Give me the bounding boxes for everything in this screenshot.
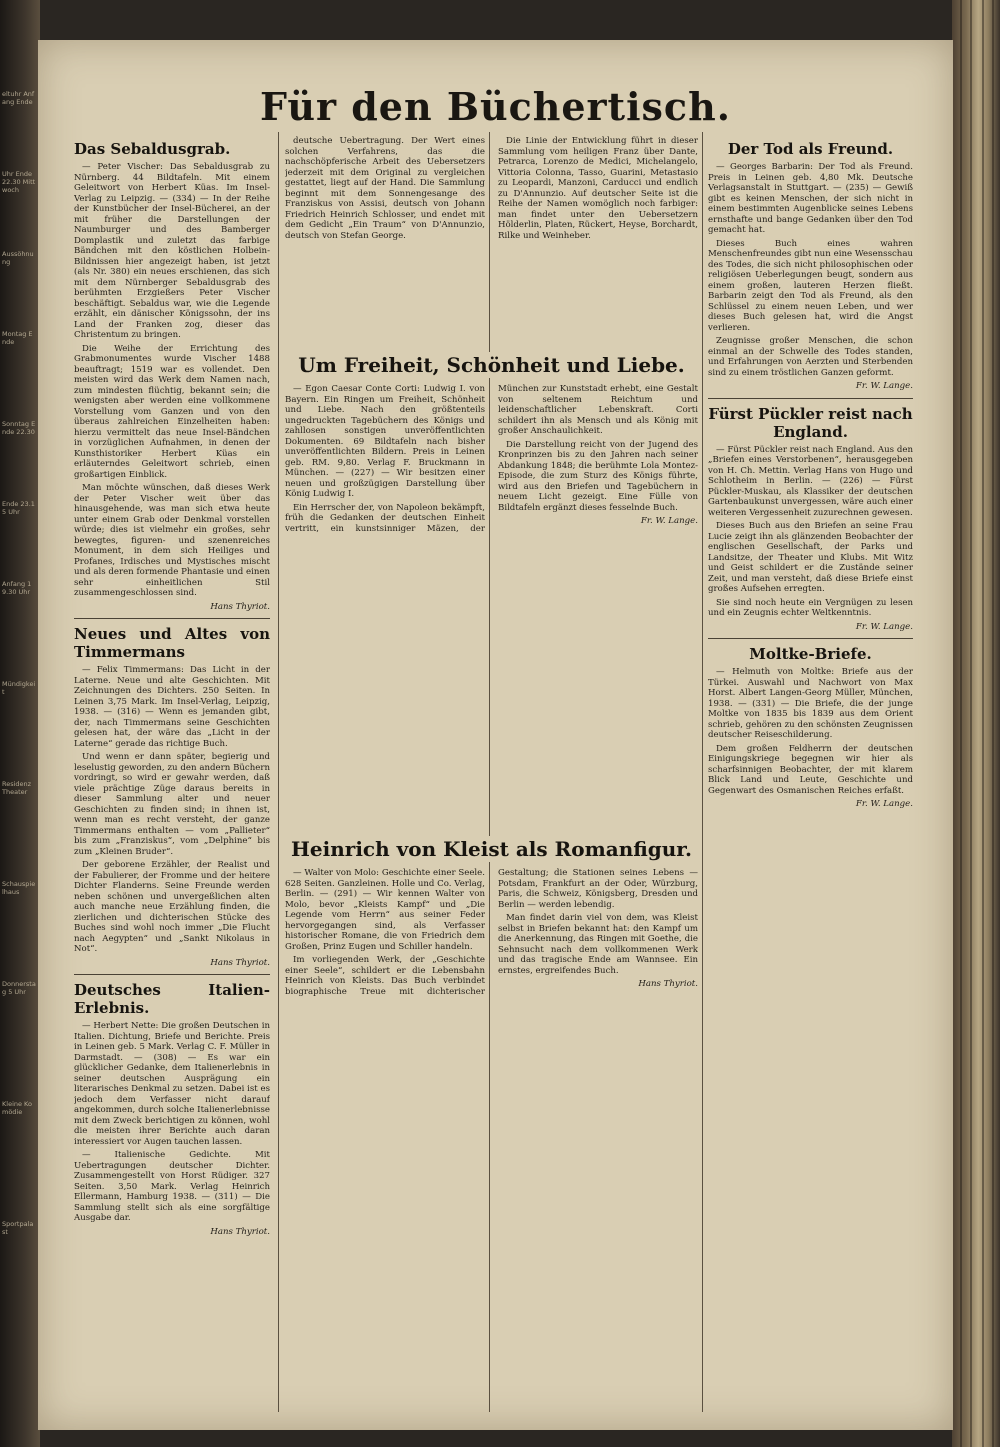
article-title-freiheit: Um Freiheit, Schönheit und Liebe. [285, 352, 698, 378]
column-rule [702, 132, 703, 1412]
article-paragraph: Und wenn er dann später, begierig und leselustig geworden, zu den andern Büchern vordringt, so wird er gewahr werden, daß viele prächtige Züge daraus bereits in dieser Sammlung alter und neuer Geschichten zu finden sind; in ihnen ist, wenn man es recht versteht, der ganze Timmermans enthalten — vom „Pallieter“ bis zum „Franziskus“, vom „Delphine“ bis zum „Kleinen Bruder“. [74, 752, 270, 857]
edge-fragment: Anfang 19.30 Uhr [2, 580, 32, 596]
article-byline: Fr. W. Lange. [855, 799, 913, 809]
edge-fragment: Schauspielhaus [2, 880, 36, 896]
article-paragraph: — Felix Timmermans: Das Licht in der Laterne. Neue und alte Geschichten. Mit Zeichnungen des Dichters. 250 Seiten. In Leinen 3,75 Mark. Im Insel-Verlag, Leipzig, 1938. — (316) — Wenn es jemanden gibt, der, nach Timmermans seine Geschichten gelesen hat, der wäre das „Licht in der Laterne“ gerade das richtige Buch. [74, 665, 270, 749]
adjacent-page-edge [0, 0, 40, 1447]
page-masthead: Für den Büchertisch. [260, 84, 731, 129]
article-byline: Fr. W. Lange. [855, 381, 913, 391]
edge-fragment: Residenz Theater [2, 780, 32, 796]
article-byline: Hans Thyriot. [210, 1226, 270, 1237]
article-byline: Hans Thyriot. [638, 979, 698, 989]
edge-fragment: Montag Ende [2, 330, 33, 346]
article-paragraph: Zeugnisse großer Menschen, die schon einmal an der Schwelle des Todes standen, und Erfahrungen von Aerzten und Sterbenden sind zu einem tröstlichen Ganzen geformt. [708, 336, 913, 378]
article-title-sebaldus: Das Sebaldusgrab. [74, 140, 231, 158]
edge-fragment: Ende 23.15 Uhr [2, 500, 35, 516]
article-paragraph: — Italienische Gedichte. Mit Uebertragungen deutscher Dichter. Zusammengestellt von Horst Rüdiger. 327 Seiten. 3,50 Mark. Verlag Heinrich Ellermann, Hamburg 1938. — (311) — Die Sammlung stellt sich als eine sorgfältige Ausgabe dar. [74, 1150, 270, 1223]
article-paragraph: Der geborene Erzähler, der Realist und der Fabulierer, der Fromme und der heitere Dichter Flanderns. Seine Freunde werden neben schönen und unvergeßlichen alten auch manche neue Erzählung finden, die zierlichen und dichterischen Stücke des Buches sind wohl noch immer „Die Flucht nach Aegypten“ und „Sankt Nikolaus in Not“. [74, 860, 270, 954]
column-1 [74, 136, 270, 1396]
article-title-pueckler: Fürst Pückler reist nach England. [708, 404, 913, 441]
article-paragraph: — Herbert Nette: Die großen Deutschen in Italien. Dichtung, Briefe und Berichte. Preis in Leinen geb. 5 Mark. Verlag C. F. Müller in Darmstadt. — (308) — Es war ein glücklicher Gedanke, dem Italienerlebnis in seiner deutschen Ausprägung ein literarisches Denkmal zu setzen. Dabei ist es jedoch dem Verfasser nicht darauf angekommen, durch solche Italienerlebnisse mit dem Zweck berichtigen zu können, wohl die meisten ihrer Berichte auch daran interessiert vor Augen tauchen lassen. [74, 1021, 270, 1147]
edge-fragment: Donnerstag 5 Uhr [2, 980, 36, 996]
column-4 [708, 136, 913, 1396]
article-paragraph: Man möchte wünschen, daß dieses Werk der Peter Vischer weit über das hinausgehende, was man sich etwa heute unter einem Grab oder Denkmal vorstellen würde; dies ist vielmehr ein großes, sehr bewegtes, figuren- und szenenreiches Monument, in dem sich Heiliges und Profanes, Irdisches und Mystisches mischt und als deren formende Phantasie und einen sehr einheitlichen Stil zusammengeschlossen sind. [74, 483, 270, 598]
article-paragraph: — Egon Caesar Conte Corti: Ludwig I. von Bayern. Ein Ringen um Freiheit, Schönheit und Liebe. Nach den größtenteils ungedruckten Tagebüchern des Königs und zahllosen sonstigen unveröffentlichten Dokumenten. 69 Bildtafeln nach bisher unveröffentlichten Bildern. Preis in Leinen geb. RM. 9,80. Verlag F. Bruckmann in München. — (227) — Wir besitzen einer neuen und großzügigen Darstellung über König Ludwig I. [285, 384, 485, 499]
kleist-body [285, 868, 698, 1408]
article-paragraph: — Fürst Pückler reist nach England. Aus den „Briefen eines Verstorbenen“, herausgegeben von H. Ch. Mettin. Verlag Hans von Hugo und Schlotheim in Berlin. — (226) — Fürst Pückler-Muskau, als Klassiker der deutschen Gartenbaukunst unvergessen, wäre auch einer weiteren Vergessenheit zuzurechnen gewesen. [708, 444, 913, 518]
article-paragraph: Im vorliegenden Werk, der „Geschichte einer Seele“, schildert er die Lebensbahn Heinrich von Kleists. Das Buch verbindet biographische Treue mit dichterischer Gestaltung; die Stationen seines Lebens — Potsdam, Frankfurt an der Oder, Würzburg, Paris, die Schweiz, Königsberg, Dresden und Berlin — werden lebendig. [285, 868, 698, 997]
newspaper-page [38, 40, 953, 1430]
article-paragraph: Ein Herrscher der, von Napoleon bekämpft, früh die Gedanken der deutschen Einheit vertritt, ein kunstsinniger Mäzen, der München zur Kunststadt erhebt, eine Gestalt von seltenem Reichtum und leidenschaftlicher Lebenskraft. Corti schildert ihn als Mensch und als König mit großer Anschaulichkeit. [285, 384, 698, 534]
article-title-kleist: Heinrich von Kleist als Romanfigur. [285, 836, 698, 862]
article-paragraph: Die Linie der Entwicklung führt in dieser Sammlung vom heiligen Franz über Dante, Petrarca, Lorenzo de Medici, Michelangelo, Vittoria Colonna, Tasso, Guarini, Metastasio zu Leopardi, Manzoni, Carducci und endlich zu D'Annunzio. Auf deutscher Seite ist die Reihe der Namen womöglich noch farbiger: man findet unter den Uebersetzern Hölderlin, Platen, Rückert, Heyse, Borchardt, Rilke und Weinheber. [498, 136, 698, 241]
article-paragraph: — Walter von Molo: Geschichte einer Seele. 628 Seiten. Ganzleinen. Holle und Co. Verlag, Berlin. — (291) — Wir kennen Walter von Molo, bevor „Kleists Kampf“ und „Die Legende vom Herrn“ aus seiner Feder hervorgegangen sind, als Verfasser historischer Romane, die von Friedrich dem Großen, Prinz Eugen und Schiller handeln. [285, 868, 485, 952]
article-byline: Hans Thyriot. [210, 601, 270, 612]
article-paragraph: Dieses Buch aus den Briefen an seine Frau Lucie zeigt ihn als glänzenden Beobachter der englischen Gesellschaft, der Parks und Landsitze, der Theater und Klubs. Mit Witz und Geist schildert er die Zustände seiner Zeit, und man versteht, daß diese Briefe einst großes Aufsehen erregten. [708, 521, 913, 594]
article-title-tod: Der Tod als Freund. [727, 140, 894, 158]
edge-fragment: Aussöhnung [2, 250, 34, 266]
article-paragraph: Sie sind noch heute ein Vergnügen zu lesen und ein Zeugnis echter Weltkenntnis. [708, 597, 913, 618]
book-binding-edge [952, 0, 1000, 1447]
article-divider [74, 974, 270, 975]
article-byline: Hans Thyriot. [210, 957, 270, 968]
article-title-timmermans: Neues und Altes von Timmermans [74, 625, 270, 661]
article-paragraph: — Helmuth von Moltke: Briefe aus der Türkei. Auswahl und Nachwort von Max Horst. Albert Langen-Georg Müller, München, 1938. — (331) — Die Briefe, die der junge Moltke von 1835 bis 1839 aus dem Orient schrieb, gehören zu den schönsten Zeugnissen deutscher Reiseschilderung. [708, 667, 913, 740]
article-paragraph: Man findet darin viel von dem, was Kleist selbst in Briefen bekannt hat: den Kampf um die Anerkennung, das Ringen mit Goethe, die Sehnsucht nach dem vollkommenen Werk und das tragische Ende am Wannsee. Ein ernstes, ergreifendes Buch. [498, 913, 698, 976]
article-byline: Fr. W. Lange. [855, 621, 913, 632]
article-divider [74, 618, 270, 619]
column-rule [278, 132, 279, 1412]
article-paragraph: — Peter Vischer: Das Sebaldusgrab zu Nürnberg. 44 Bildtafeln. Mit einem Geleitwort von Herbert Küas. Im Insel-Verlag zu Leipzig. — (334) — In der Reihe der Kunstbücher der Insel-Bücherei, an der mit früher die Darstellungen der Naumburger und des Bamberger Domplastik und zuletzt das farbige Bändchen mit den köstlichen Holbein-Bildnissen hier angezeigt haben, ist jetzt (als Nr. 380) ein neues erschienen, das sich mit dem Nürnberger Sebaldusgrab des berühmten Erzgießers Peter Vischer beschäftigt. Sebaldus war, wie die Legende erzählt, ein dänischer Königssohn, der ins Land der Franken zog, dieser das Christentum zu bringen. [74, 162, 270, 340]
article-title-moltke: Moltke-Briefe. [749, 645, 872, 663]
edge-fragment: eltuhr Anfang Ende [2, 90, 35, 106]
edge-fragment: Uhr Ende 22.30 Mittwoch [2, 170, 36, 194]
article-title-italien: Deutsches Italien-Erlebnis. [74, 981, 270, 1017]
edge-fragment: Sonntag Ende 22.30 [2, 420, 36, 436]
article-paragraph: Die Darstellung reicht von der Jugend des Kronprinzen bis zu den Jahren nach seiner Abdankung 1848; die berühmte Lola Montez-Episode, die zum Sturz des Königs führte, wird aus den Briefen und Tagebüchern in neuem Licht gezeigt. Eine Fülle von Bildtafeln ergänzt dieses fesselnde Buch. [498, 439, 698, 513]
uebertragung-continuation [285, 136, 698, 336]
article-divider [708, 638, 913, 639]
article-divider [708, 398, 913, 399]
freiheit-body [285, 384, 698, 824]
edge-fragment: Mündigkeit [2, 680, 36, 696]
article-paragraph: deutsche Uebertragung. Der Wert eines solchen Verfahrens, das die nachschöpferische Arbeit des Uebersetzers jederzeit mit dem Original zu vergleichen gestattet, liegt auf der Hand. Die Sammlung beginnt mit dem Sonnengesange des Franziskus von Assisi, deutsch von Johann Friedrich Heinrich Schlosser, und endet mit dem Gedicht „Ein Traum“ von D'Annunzio, deutsch von Stefan George. [285, 136, 485, 241]
article-paragraph: Dem großen Feldherrn der deutschen Einigungskriege begegnen wir hier als scharfsinnigen Beobachter, der mit klarem Blick Land und Leute, Geschichte und Gegenwart des Osmanischen Reiches erfaßt. [708, 743, 913, 796]
edge-fragment: Kleine Komödie [2, 1100, 32, 1116]
article-paragraph: Die Weihe der Errichtung des Grabmonumentes wurde Vischer 1488 beauftragt; 1519 war es vollendet. Den meisten wird das Werk dem Namen nach, zum mindesten flüchtig, bekannt sein; die wenigsten aber werden eine vollkommene Vorstellung vom Ganzen und von den überaus zahlreichen Einzelheiten haben: hierzu vermittelt das neue Insel-Bändchen in vorzüglichen Aufnahmen, in denen der Kunsthistoriker Herbert Küas ein erläuterndes Geleitwort schrieb, einen großartigen Einblick. [74, 343, 270, 480]
article-paragraph: — Georges Barbarin: Der Tod als Freund. Preis in Leinen geb. 4,80 Mk. Deutsche Verlagsanstalt in Stuttgart. — (235) — Gewiß gibt es keinen Menschen, der sich nicht in einem bestimmten Augenblicke seines Lebens ernsthafte und bange Gedanken über den Tod gemacht hat. [708, 162, 913, 235]
article-byline: Fr. W. Lange. [640, 516, 698, 526]
article-paragraph: Dieses Buch eines wahren Menschenfreundes gibt nun eine Wesensschau des Todes, die sich nicht philosophischen oder religiösen Ueberlegungen beugt, sondern aus einem großen, lauteren Herzen fließt. Barbarin zeigt den Tod als Freund, als den Schlüssel zu einem neuen Leben, und wer dieses Buch gelesen hat, wird die Angst verlieren. [708, 238, 913, 333]
edge-fragment: Sportpalast [2, 1220, 34, 1236]
